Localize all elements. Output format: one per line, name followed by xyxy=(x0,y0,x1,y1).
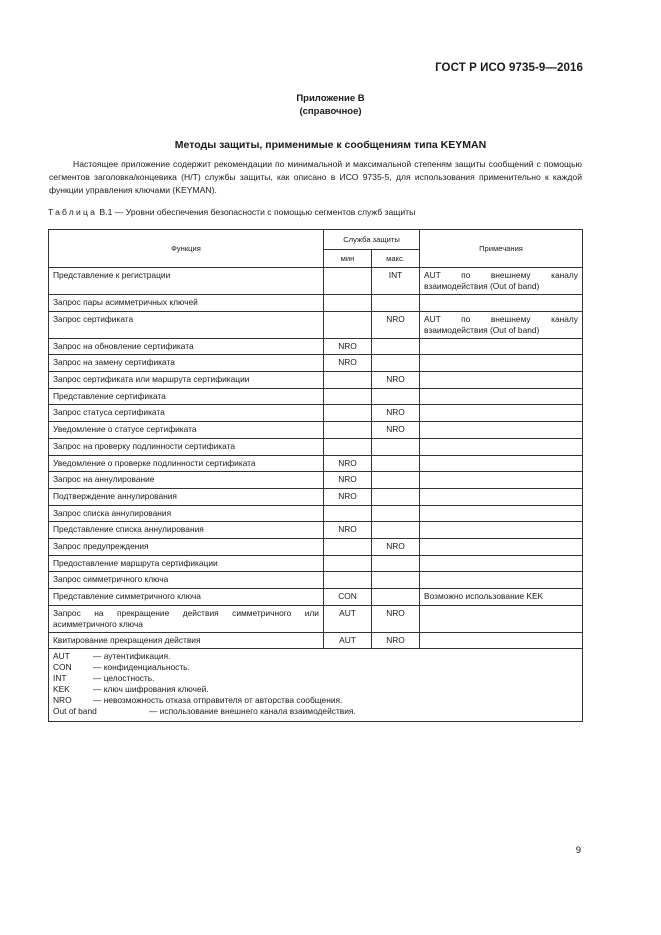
standard-code: ГОСТ Р ИСО 9735-9—2016 xyxy=(435,62,583,74)
min-cell xyxy=(324,268,372,295)
max-cell xyxy=(372,338,420,355)
table-row xyxy=(49,372,583,389)
function-cell: Запрос на замену сертификата xyxy=(49,355,324,372)
note-cell xyxy=(420,472,583,489)
max-cell xyxy=(372,522,420,539)
table-row xyxy=(49,422,583,439)
function-cell: Запрос предупреждения xyxy=(49,538,324,555)
min-cell: NRO xyxy=(324,355,372,372)
table-caption-prefix: Таблица xyxy=(48,207,98,217)
table-row xyxy=(49,505,583,522)
max-cell xyxy=(372,572,420,589)
table-row xyxy=(49,605,583,632)
table-caption-text: В.1 — Уровни обеспечения безопасности с помощью сегментов служб защиты xyxy=(99,207,416,217)
max-cell: NRO xyxy=(372,538,420,555)
table-row xyxy=(49,388,583,405)
max-cell xyxy=(372,388,420,405)
table-row xyxy=(49,311,583,338)
max-cell xyxy=(372,555,420,572)
note-cell xyxy=(420,355,583,372)
min-cell xyxy=(324,422,372,439)
note-cell xyxy=(420,572,583,589)
max-cell: NRO xyxy=(372,632,420,649)
table-row xyxy=(49,295,583,312)
legend-desc: — использование внешнего канала взаимодействия. xyxy=(149,706,356,717)
function-cell: Представление симметричного ключа xyxy=(49,589,324,606)
function-cell: Представление сертификата xyxy=(49,388,324,405)
legend-item xyxy=(53,706,578,717)
legend-desc: — целостность. xyxy=(93,673,155,684)
note-cell xyxy=(420,338,583,355)
table-row xyxy=(49,555,583,572)
note-cell xyxy=(420,372,583,389)
function-cell: Запрос на аннулирование xyxy=(49,472,324,489)
function-cell: Запрос сертификата xyxy=(49,311,324,338)
note-cell xyxy=(420,605,583,632)
note-cell xyxy=(420,422,583,439)
appendix-title: Приложение В xyxy=(296,93,365,104)
note-cell xyxy=(420,388,583,405)
min-cell xyxy=(324,372,372,389)
legend-abbr: Out of band xyxy=(53,706,97,717)
max-cell xyxy=(372,438,420,455)
max-cell: NRO xyxy=(372,605,420,632)
note-cell xyxy=(420,522,583,539)
function-cell: Квитирование прекращения действия xyxy=(49,632,324,649)
note-cell xyxy=(420,632,583,649)
table-row xyxy=(49,405,583,422)
table-caption xyxy=(48,207,415,217)
section-title: Методы защиты, применимые к сообщениям типа KEYMAN xyxy=(174,139,487,151)
legend-item xyxy=(53,662,578,673)
security-levels-table xyxy=(48,229,583,722)
min-cell: NRO xyxy=(324,455,372,472)
min-cell xyxy=(324,295,372,312)
min-cell xyxy=(324,572,372,589)
legend-item xyxy=(53,695,578,706)
table-row xyxy=(49,538,583,555)
function-cell: Предоставление маршрута сертификации xyxy=(49,555,324,572)
note-cell xyxy=(420,555,583,572)
min-cell: NRO xyxy=(324,472,372,489)
max-cell xyxy=(372,488,420,505)
function-cell: Представление к регистрации xyxy=(49,268,324,295)
note-cell: AUT по внешнему каналу взаимодействия (Out of band) xyxy=(420,311,583,338)
table-row xyxy=(49,488,583,505)
note-cell xyxy=(420,488,583,505)
note-cell xyxy=(420,455,583,472)
min-cell xyxy=(324,388,372,405)
legend-abbr: KEK xyxy=(53,684,70,695)
function-cell: Запрос на обновление сертификата xyxy=(49,338,324,355)
max-cell xyxy=(372,455,420,472)
max-cell xyxy=(372,355,420,372)
header-function: Функция xyxy=(49,230,324,268)
table-row xyxy=(49,355,583,372)
function-cell: Уведомление о проверке подлинности сертификата xyxy=(49,455,324,472)
table-row xyxy=(49,438,583,455)
note-cell xyxy=(420,405,583,422)
max-cell xyxy=(372,589,420,606)
min-cell xyxy=(324,311,372,338)
function-cell: Представление списка аннулирования xyxy=(49,522,324,539)
function-cell: Запрос сертификата или маршрута сертификации xyxy=(49,372,324,389)
appendix-heading xyxy=(0,92,661,118)
function-cell: Запрос статуса сертификата xyxy=(49,405,324,422)
max-cell: NRO xyxy=(372,422,420,439)
legend-row xyxy=(49,649,583,722)
legend-desc: — ключ шифрования ключей. xyxy=(93,684,209,695)
legend-desc: — невозможность отказа отправителя от авторства сообщения. xyxy=(93,695,343,706)
table-row xyxy=(49,572,583,589)
table-row xyxy=(49,632,583,649)
legend-desc: — конфиденциальность. xyxy=(93,662,190,673)
min-cell xyxy=(324,555,372,572)
legend-item xyxy=(53,673,578,684)
min-cell xyxy=(324,505,372,522)
table-header-row xyxy=(49,230,583,250)
function-cell: Запрос на проверку подлинности сертификата xyxy=(49,438,324,455)
min-cell xyxy=(324,538,372,555)
function-cell: Запрос списка аннулирования xyxy=(49,505,324,522)
table-row xyxy=(49,522,583,539)
header-max: макс. xyxy=(372,250,420,268)
function-cell: Уведомление о статусе сертификата xyxy=(49,422,324,439)
function-cell: Запрос симметричного ключа xyxy=(49,572,324,589)
min-cell: AUT xyxy=(324,632,372,649)
note-cell xyxy=(420,438,583,455)
max-cell xyxy=(372,295,420,312)
legend-abbr: AUT xyxy=(53,651,70,662)
table-row xyxy=(49,472,583,489)
page-number: 9 xyxy=(575,845,581,856)
min-cell: AUT xyxy=(324,605,372,632)
max-cell: NRO xyxy=(372,372,420,389)
max-cell: NRO xyxy=(372,405,420,422)
max-cell: INT xyxy=(372,268,420,295)
legend xyxy=(49,649,583,722)
legend-item xyxy=(53,684,578,695)
legend-abbr: INT xyxy=(53,673,67,684)
min-cell xyxy=(324,405,372,422)
header-min: мин xyxy=(324,250,372,268)
table-row xyxy=(49,589,583,606)
min-cell: NRO xyxy=(324,488,372,505)
max-cell xyxy=(372,505,420,522)
table-row xyxy=(49,455,583,472)
note-cell xyxy=(420,505,583,522)
legend-desc: — аутентификация. xyxy=(93,651,171,662)
header-notes: Примечания xyxy=(420,230,583,268)
max-cell xyxy=(372,472,420,489)
min-cell: NRO xyxy=(324,338,372,355)
function-cell: Запрос на прекращение действия симметричного или асимметричного ключа xyxy=(49,605,324,632)
legend-item xyxy=(53,651,578,662)
min-cell xyxy=(324,438,372,455)
max-cell: NRO xyxy=(372,311,420,338)
legend-abbr: NRO xyxy=(53,695,72,706)
appendix-subtitle: (справочное) xyxy=(299,106,362,117)
intro-paragraph: Настоящее приложение содержит рекомендации по минимальной и максимальной степеням защиты сообщений с помощью сегментов заголовка/концевика (Н/Т) службы защиты, как описано в ИСО 9735-5, для использования применительно к каждой функции управления ключами (KEYMAN). xyxy=(49,159,582,195)
legend-abbr: CON xyxy=(53,662,72,673)
table-row xyxy=(49,338,583,355)
note-cell: Возможно использование KEK xyxy=(420,589,583,606)
note-cell xyxy=(420,538,583,555)
note-cell: AUT по внешнему каналу взаимодействия (Out of band) xyxy=(420,268,583,295)
header-security-service: Служба защиты xyxy=(324,230,420,250)
function-cell: Запрос пары асимметричных ключей xyxy=(49,295,324,312)
table-row xyxy=(49,268,583,295)
function-cell: Подтверждение аннулирования xyxy=(49,488,324,505)
note-cell xyxy=(420,295,583,312)
min-cell: NRO xyxy=(324,522,372,539)
min-cell: CON xyxy=(324,589,372,606)
